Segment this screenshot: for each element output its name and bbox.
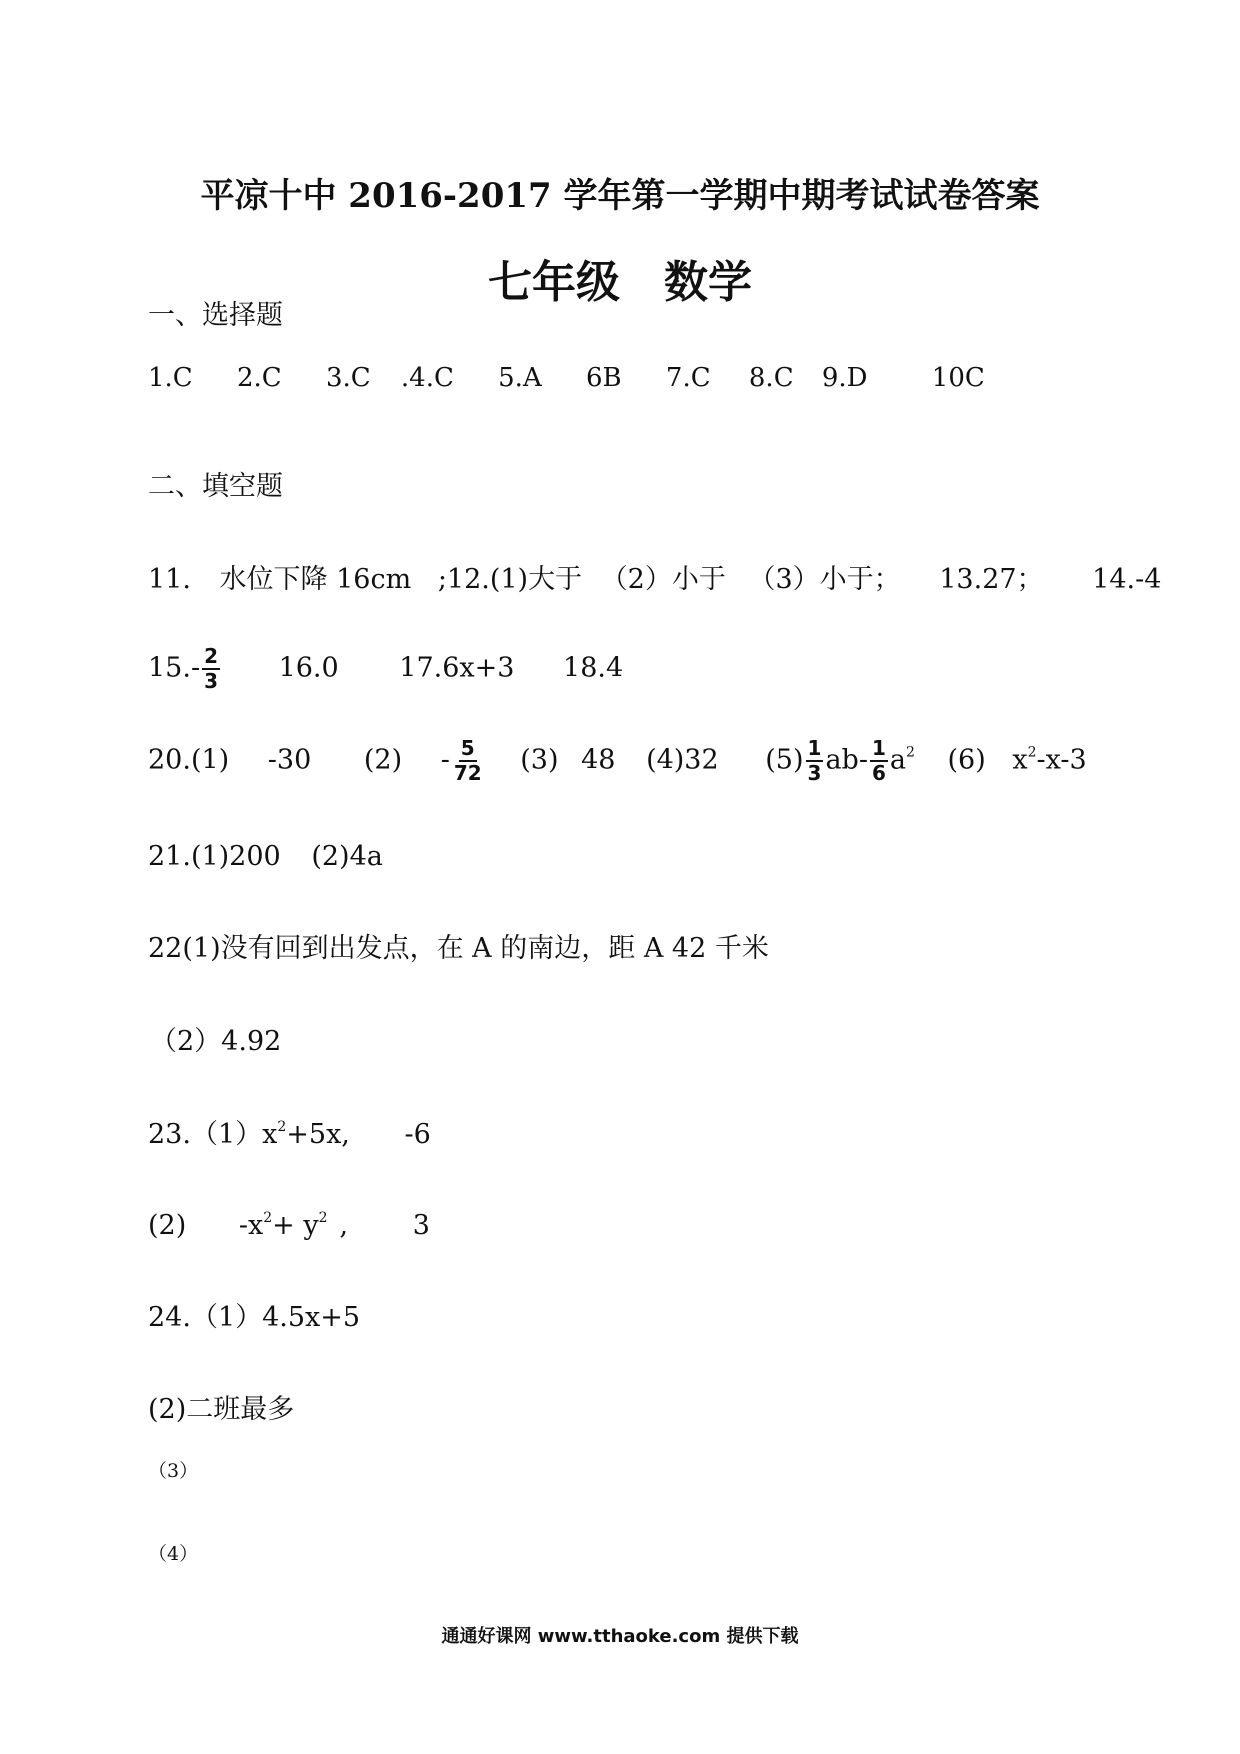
answer-line-23-2: (2) $-x^2+ y^2$ , 3 xyxy=(148,1210,430,1241)
section-heading-choice: 一、选择题 xyxy=(148,300,283,331)
answer-line-24-3: （3） xyxy=(148,1460,199,1482)
answer-4: .4.C xyxy=(400,363,454,393)
answer-line-20: 20.(1) -30 (2) - $\frac{5}{72}$ (3) 48 (4)32 (5) $\frac{1}{3}$ ab- $\frac{1}{6}$ $a^2$ (6) $x^2-x-3$ xyxy=(148,736,1087,785)
answer-line-21: 21.(1)200 (2)4a xyxy=(148,841,383,872)
answer-1: 1.C xyxy=(148,363,193,393)
fraction: $\frac{2}{3}$ xyxy=(204,644,218,693)
document-subtitle: 七年级 数学 xyxy=(488,257,752,308)
answer-line-22-2: （2）4.92 xyxy=(150,1026,282,1057)
multiple-choice-answers xyxy=(148,365,985,391)
answer-10: 10C xyxy=(931,363,985,393)
document-title: 平凉十中 2016-2017 学年第一学期中期考试试卷答案 xyxy=(200,176,1040,216)
answer-line-22-1: 22(1)没有回到出发点，在 A 的南边，距 A 42 千米 xyxy=(148,933,769,964)
answer-3: 3.C xyxy=(325,363,371,393)
footer-download-note: 通通好课网 www.tthaoke.com 提供下载 xyxy=(441,1626,799,1647)
answer-line-24-4: （4） xyxy=(148,1543,199,1565)
answer-line-15-18: 15.- $\frac{2}{3}$ 16.0 17.6x+3 18.4 xyxy=(148,644,624,693)
answer-8: 8.C xyxy=(748,363,794,393)
answer-line-23-1: $23.(1)x^2+5x$, -6 xyxy=(148,1119,431,1150)
answer-line-11-14: 11. 水位下降 16cm ;12.(1)大于 （2）小于 （3）小于； 13.27； 14.-4 xyxy=(148,564,1162,595)
fraction: $\frac{1}{3}$ xyxy=(807,736,822,785)
answer-7: 7.C xyxy=(665,363,711,393)
answer-5: 5.A xyxy=(498,363,542,393)
answer-line-24-2: (2)二班最多 xyxy=(148,1394,295,1425)
answer-6: 6B xyxy=(586,363,622,393)
answer-2: 2.C xyxy=(236,363,282,393)
answer-line-24-1: 24.（1）4.5x+5 xyxy=(148,1302,361,1333)
fraction: $\frac{1}{6}$ xyxy=(871,736,886,785)
fraction: $\frac{5}{72}$ xyxy=(453,736,482,785)
section-heading-fill: 二、填空题 xyxy=(148,471,283,502)
answer-9: 9.D xyxy=(821,363,868,393)
